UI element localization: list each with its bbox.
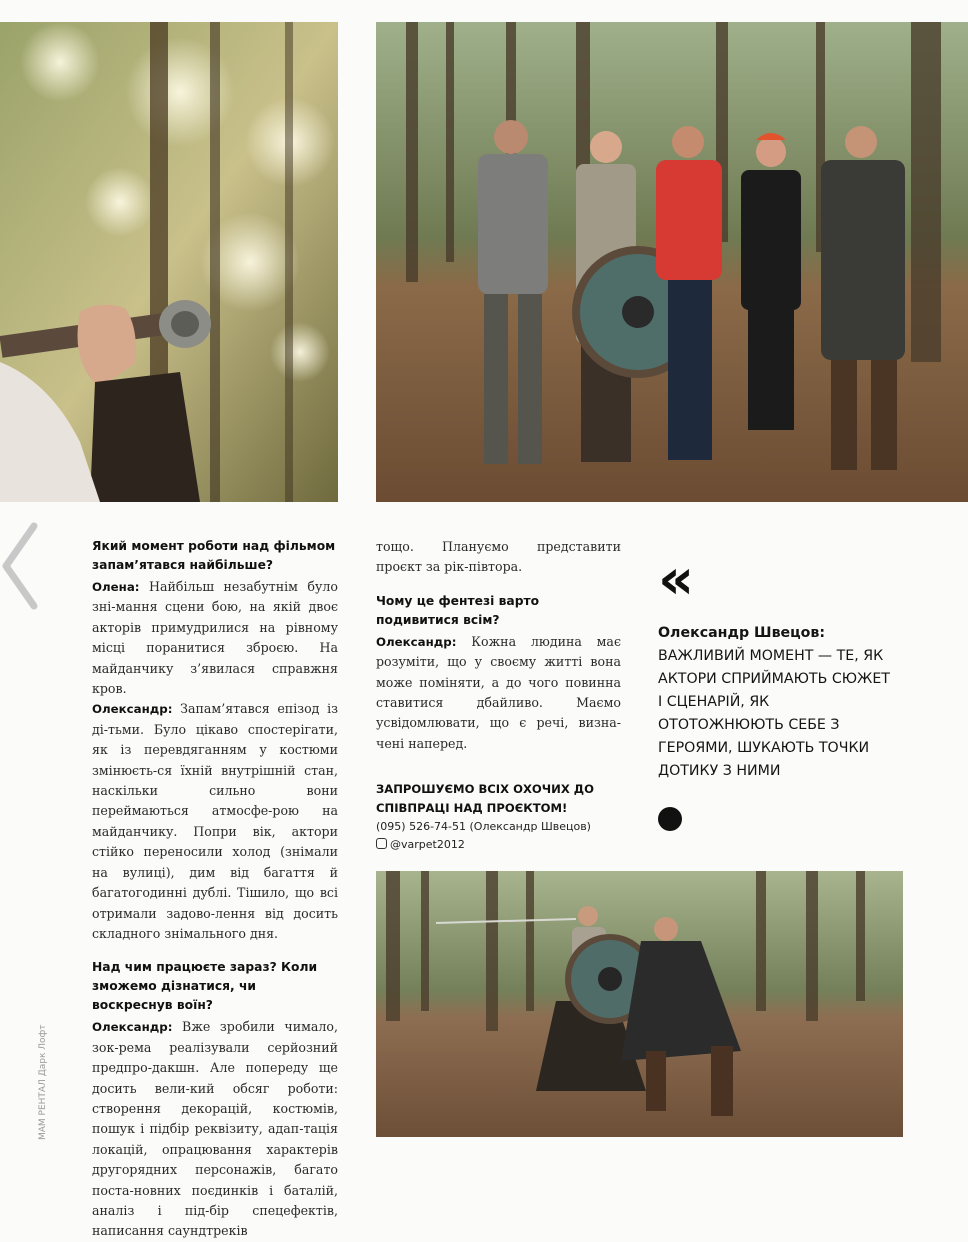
- article-column-2: [376, 537, 621, 854]
- answer-paragraph: [376, 632, 621, 754]
- previous-page-icon[interactable]: [0, 520, 40, 612]
- question-heading: Над чим працюєте зараз? Коли зможемо дізнатися, чи воскреснув воїн?: [92, 960, 318, 1013]
- photo-credit: МАМ РЕНТАЛ Дарк Лофт: [38, 1024, 48, 1140]
- pull-quote: [658, 547, 898, 831]
- instagram-icon: [376, 838, 387, 849]
- instagram-handle: @varpet2012: [390, 838, 465, 852]
- contact-instagram: [376, 836, 621, 854]
- pull-quote-text: [658, 622, 898, 783]
- answer-paragraph: [92, 699, 338, 944]
- cast-group-photo: [376, 22, 968, 502]
- sword-duel-photo: [376, 871, 903, 1137]
- continued-paragraph: тощо. Плануємо представити проєкт за рік-півтора.: [376, 539, 621, 575]
- speaker-name: Олександр:: [376, 634, 457, 649]
- answer-text: Вже зробили чимало, зок-рема реалізували серйозний предпро-дакшн. Але попереду ще досить вели-кий обсяг роботи: створення декорацій, костюмів, пошук і підбір реквізиту, адап-тація локацій, опрацювання характерів другорядних персонажів, багато поста-новних поєдинків і баталій, аналіз і під-бір спецефектів, написання саундтреків: [92, 1019, 338, 1239]
- question-heading: Який момент роботи над фільмом запам’ятався найбільше?: [92, 539, 336, 572]
- speaker-name: Олександр:: [92, 1020, 173, 1035]
- speaker-name: Олександр:: [92, 702, 173, 717]
- answer-paragraph: [92, 1017, 338, 1241]
- speaker-name: Олена:: [92, 580, 140, 594]
- quote-body: ВАЖЛИВИЙ МОМЕНТ — ТЕ, ЯК АКТОРИ СПРИЙМАЮТЬ СЮЖЕТ І СЦЕНАРІЙ, ЯК ОТОТОЖНЮЮТЬ СЕБЕ З ГЕРОЯМИ, ШУКАЮТЬ ТОЧКИ ДОТИКУ З НИМИ: [658, 648, 890, 779]
- answer-text: Кожна людина має розуміти, що у своєму житті вона може поміняти, а до чого повинна ставитися дбайливо. Маємо усвідомлювати, що є речі, визна-чені наперед.: [376, 633, 621, 751]
- quote-speaker: Олександр Швецов:: [658, 625, 826, 641]
- end-dot-icon: [658, 807, 682, 831]
- answer-text: Найбільш незабутнім було зні-мання сцени бою, на якій двоє акторів примудрилися на рівному місці поранитися зброєю. На майданчику з’явилася справжня кров.: [92, 579, 338, 697]
- article-column-1: [92, 537, 338, 1242]
- contact-phone: (095) 526-74-51 (Олександр Швецов): [376, 820, 591, 834]
- answer-paragraph: [92, 577, 338, 699]
- quote-mark-icon: «: [658, 547, 689, 612]
- question-heading: Чому це фентезі варто подивитися всім?: [376, 593, 540, 627]
- sword-hand-photo: [0, 22, 338, 502]
- invitation-heading: ЗАПРОШУЄМО ВСІХ ОХОЧИХ ДО СПІВПРАЦІ НАД ПРОЄКТОМ!: [376, 782, 594, 816]
- answer-text: Запам’ятався епізод із ді-тьми. Було цікаво спостерігати, як із перевдяганням у костюми змінюєть-ся їхній внутрішній стан, наскільки сильно вони переймаються атмосфе-рою на майданчику. Попри вік, актори стійко переносили холод (знімали на вулиці), дим від багаття й багатогодинні дублі. Тішило, що всі отримали задово-лення від досить складного знімального дня.: [92, 701, 338, 941]
